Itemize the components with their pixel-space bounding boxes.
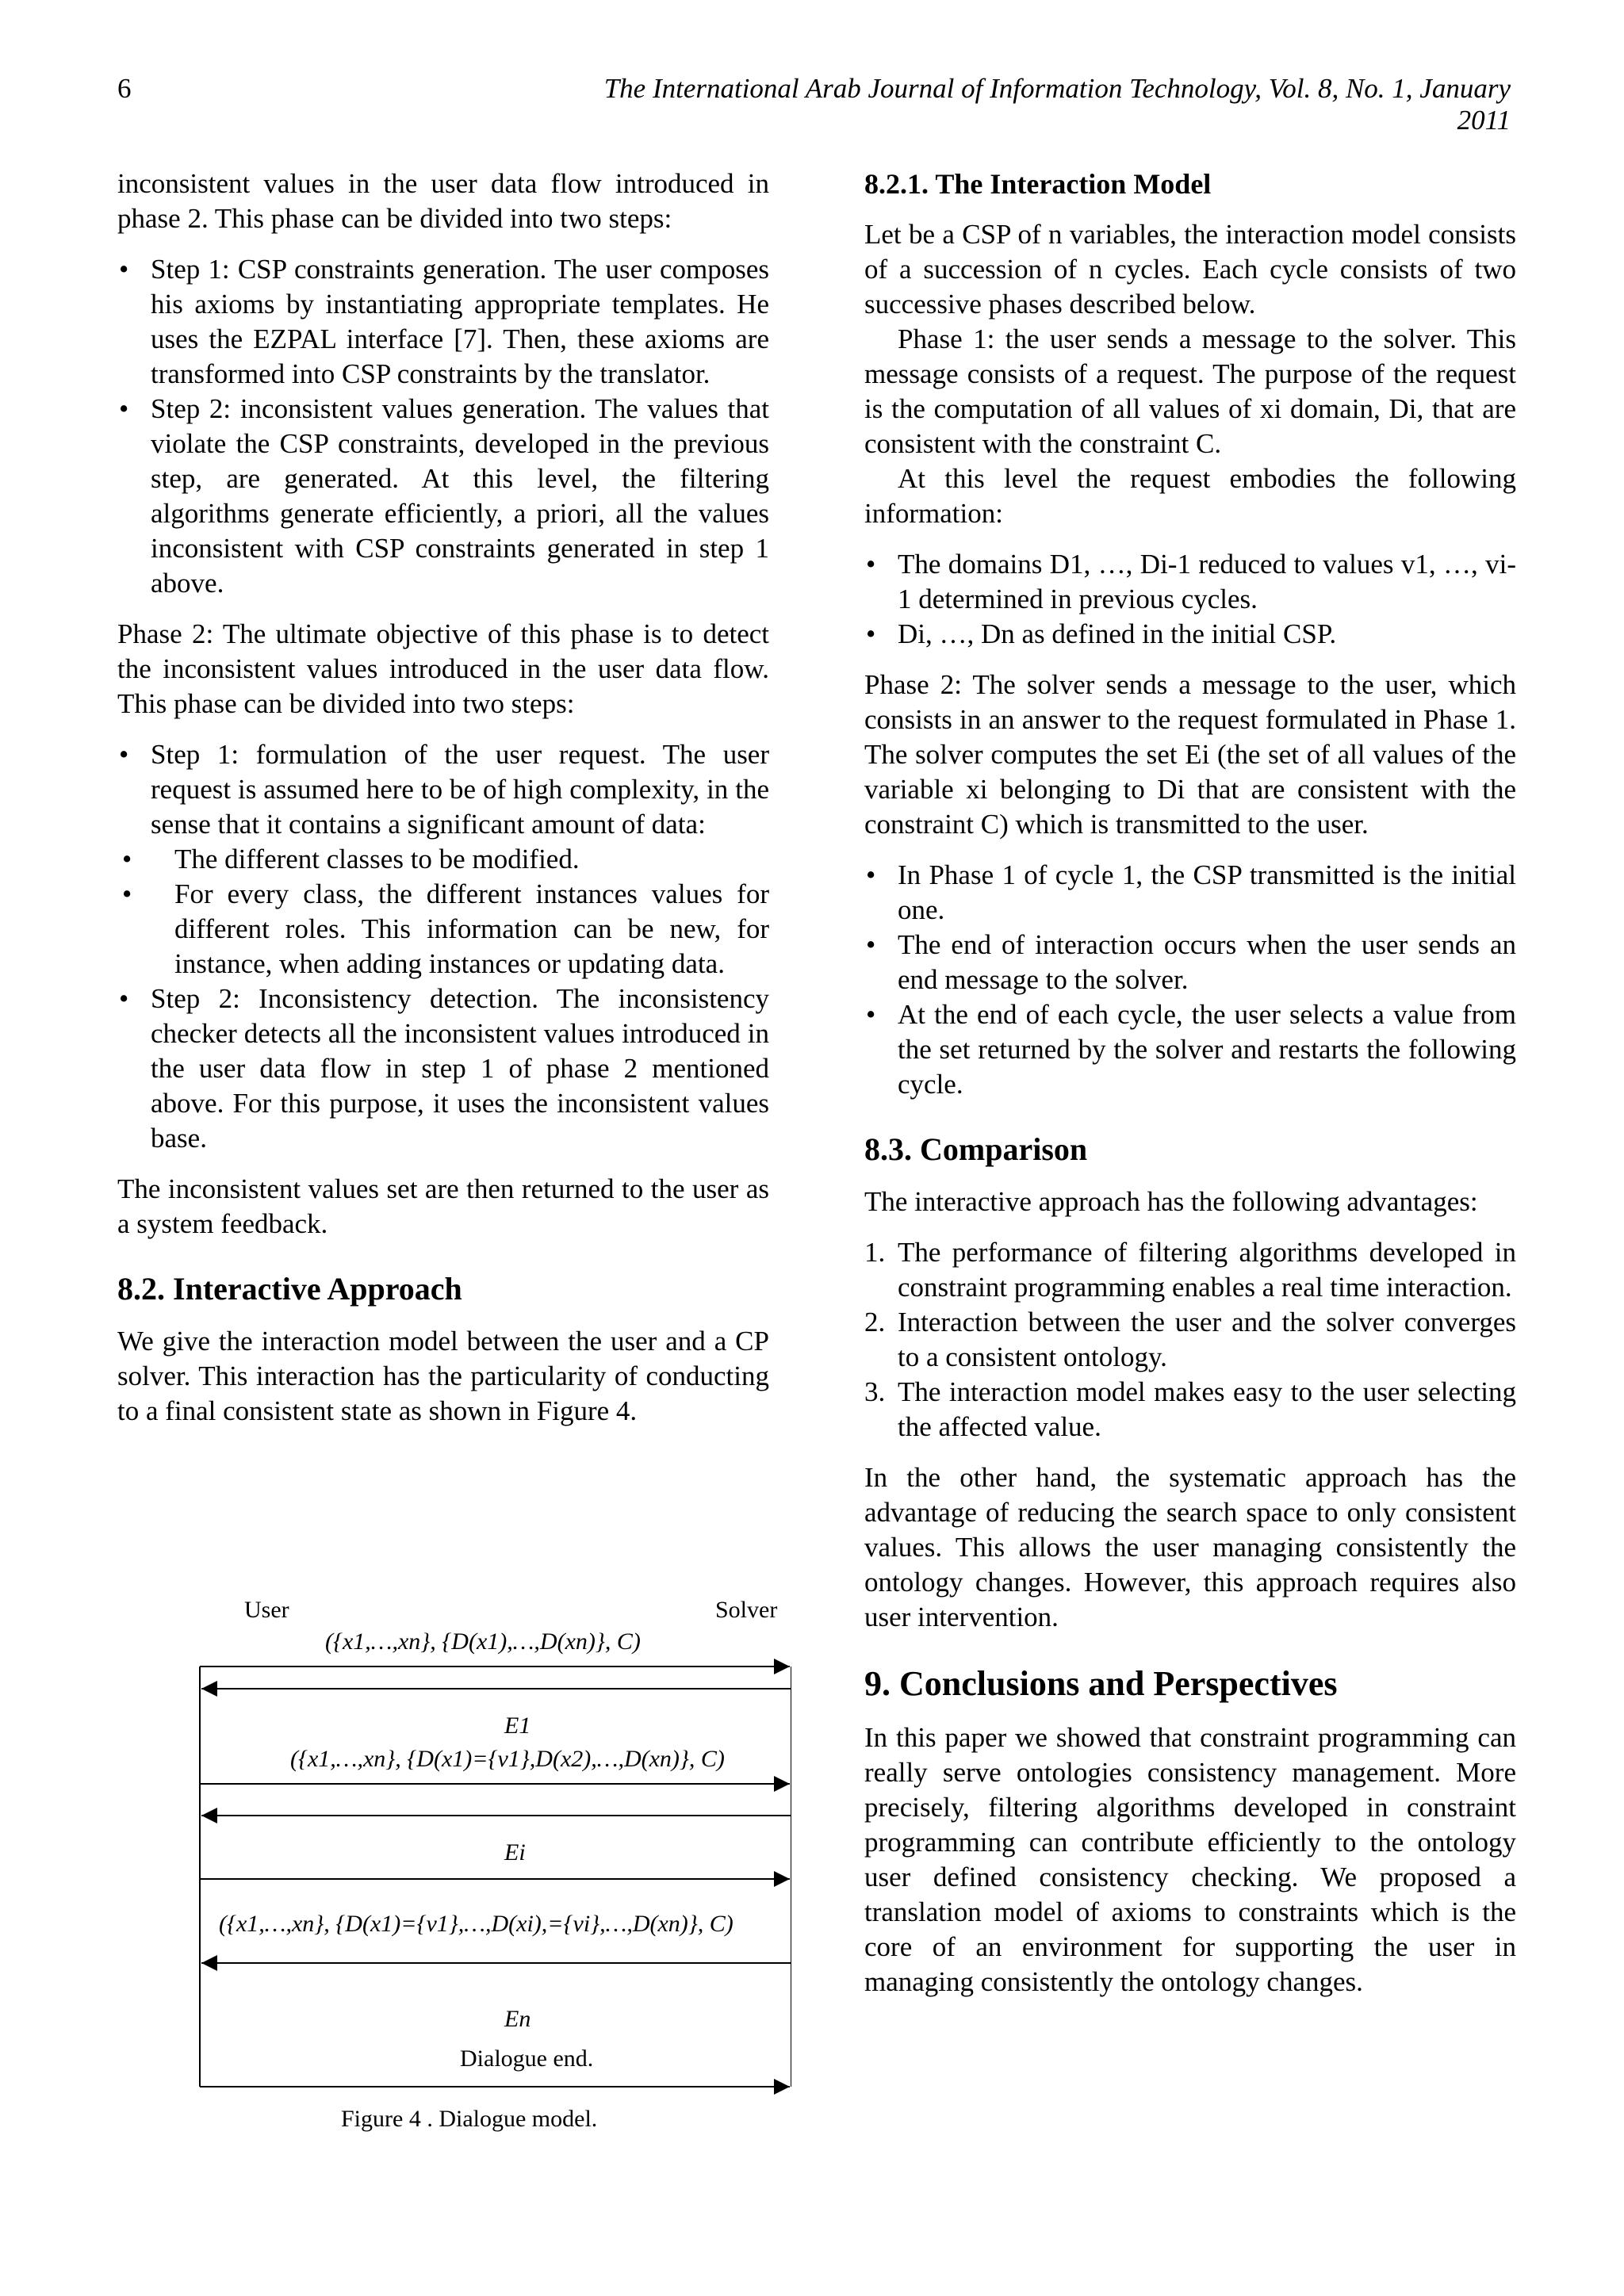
request-2: ({x1,…,xn}, {D(x1)={v1},D(x2),…,D(xn)}, C) <box>290 1746 725 1772</box>
list-item: 3. The interaction model makes easy to the user selecting the affected value. <box>864 1376 1516 1442</box>
list-item: • Di, …, Dn as defined in the initial CSP. <box>864 617 1516 652</box>
paragraph: In this paper we showed that constraint programming can really serve ontologies consistency management. More precisely, filtering algorithms developed in constraint programming can contribute efficiently to the ontology user defined consistency checking. We proposed a translation model of axioms to constraints which is the core of an environment for supporting the user in managing consistently the ontology changes. <box>864 1722 1516 1997</box>
list-item: • Step 1: CSP constraints generation. The user composes his axioms by instantiating appropriate templates. He uses the EZPAL interface [7]. Then, these axioms are transformed into CSP constraints by the translator. <box>117 252 769 392</box>
paragraph: inconsistent values in the user data flow introduced in phase 2. This phase can be divided into two steps: <box>117 168 769 234</box>
answer-i: Ei <box>504 1839 526 1866</box>
paragraph: In the other hand, the systematic approach has the advantage of reducing the search space to only consistent values. This allows the user managing consistently the ontology changes. However, this approach requires also user intervention. <box>864 1462 1516 1632</box>
paragraph: Phase 2: The ultimate objective of this phase is to detect the inconsistent values introduced in the user data flow. This phase can be divided into two steps: <box>117 618 769 719</box>
answer-1: E1 <box>504 1712 531 1739</box>
paragraph: Phase 2: The solver sends a message to the user, which consists in an answer to the request formulated in Phase 1. The solver computes the set Ei (the set of all values of the variable xi belonging to Di that are consistent with the constraint C) which is transmitted to the user. <box>864 669 1516 840</box>
list-item: • In Phase 1 of cycle 1, the CSP transmitted is the initial one. <box>864 858 1516 928</box>
bullet-list <box>117 737 769 1156</box>
paragraph: Phase 1: the user sends a message to the solver. This message consists of a request. The purpose of the request is the computation of all values of xi domain, Di, that are consistent with the constraint C. <box>864 323 1516 459</box>
list-item: • Step 2: Inconsistency detection. The inconsistency checker detects all the inconsistent values introduced in the user data flow in step 1 of phase 2 mentioned above. For this purpose, it uses the inconsistent values base. <box>117 982 769 1156</box>
list-item: • The end of interaction occurs when the user sends an end message to the solver. <box>864 928 1516 997</box>
paragraph: We give the interaction model between the user and a CP solver. This interaction has the particularity of conducting to a final consistent state as shown in Figure 4. <box>117 1326 769 1426</box>
bullet-list <box>864 547 1516 652</box>
paragraph: Let be a CSP of n variables, the interaction model consists of a succession of n cycles. Each cycle consists of two successive phases described below. <box>864 219 1516 320</box>
list-item: • For every class, the different instances values for different roles. This information can be new, for instance, when adding instances or updating data. <box>117 877 769 982</box>
page-number: 6 <box>117 73 132 104</box>
section-heading: 8.2. Interactive Approach <box>117 1271 462 1307</box>
list-item: • Step 1: formulation of the user request. The user request is assumed here to be of high complexity, in the sense that it contains a significant amount of data: <box>117 737 769 842</box>
answer-n: En <box>504 2006 531 2032</box>
list-item: 2. Interaction between the user and the solver converges to a consistent ontology. <box>864 1307 1516 1372</box>
figure-caption: Figure 4 . Dialogue model. <box>341 2106 598 2132</box>
subsection-heading: 8.2.1. The Interaction Model <box>864 168 1212 200</box>
list-item: • At the end of each cycle, the user selects a value from the set returned by the solver and restarts the following cycle. <box>864 997 1516 1102</box>
paragraph: The inconsistent values set are then returned to the user as a system feedback. <box>117 1173 769 1239</box>
dialogue-figure <box>117 1594 791 2149</box>
left-column <box>117 166 769 1429</box>
list-item: 1. The performance of filtering algorithms developed in constraint programming enables a real time interaction. <box>864 1237 1516 1303</box>
solver-label: Solver <box>715 1597 778 1623</box>
bullet-list <box>117 252 769 601</box>
dialogue-diagram <box>117 1594 791 2149</box>
paragraph: The interactive approach has the following advantages: <box>864 1186 1478 1217</box>
right-column <box>864 166 1516 1999</box>
request-1: ({x1,…,xn}, {D(x1),…,D(xn)}, C) <box>325 1628 641 1655</box>
list-item: • The domains D1, …, Di-1 reduced to values v1, …, vi-1 determined in previous cycles. <box>864 547 1516 617</box>
numbered-list <box>864 1235 1516 1445</box>
running-header: The International Arab Journal of Information Technology, Vol. 8, No. 1, January 2011 <box>603 73 1511 136</box>
paragraph: At this level the request embodies the following information: <box>864 463 1516 529</box>
user-label: User <box>244 1597 289 1623</box>
bullet-list <box>864 858 1516 1102</box>
section-heading: 8.3. Comparison <box>864 1131 1088 1167</box>
list-item: • Step 2: inconsistent values generation. The values that violate the CSP constraints, developed in the previous step, are generated. At this level, the filtering algorithms generate efficiently, a priori, all the values inconsistent with CSP constraints generated in step 1 above. <box>117 392 769 601</box>
dialogue-end-label: Dialogue end. <box>460 2045 594 2072</box>
request-i: ({x1,…,xn}, {D(x1)={v1},…,D(xi),={vi},…,D(xn)}, C) <box>219 1911 733 1937</box>
list-item: • The different classes to be modified. <box>117 842 769 877</box>
section-heading: 9. Conclusions and Perspectives <box>864 1664 1338 1703</box>
